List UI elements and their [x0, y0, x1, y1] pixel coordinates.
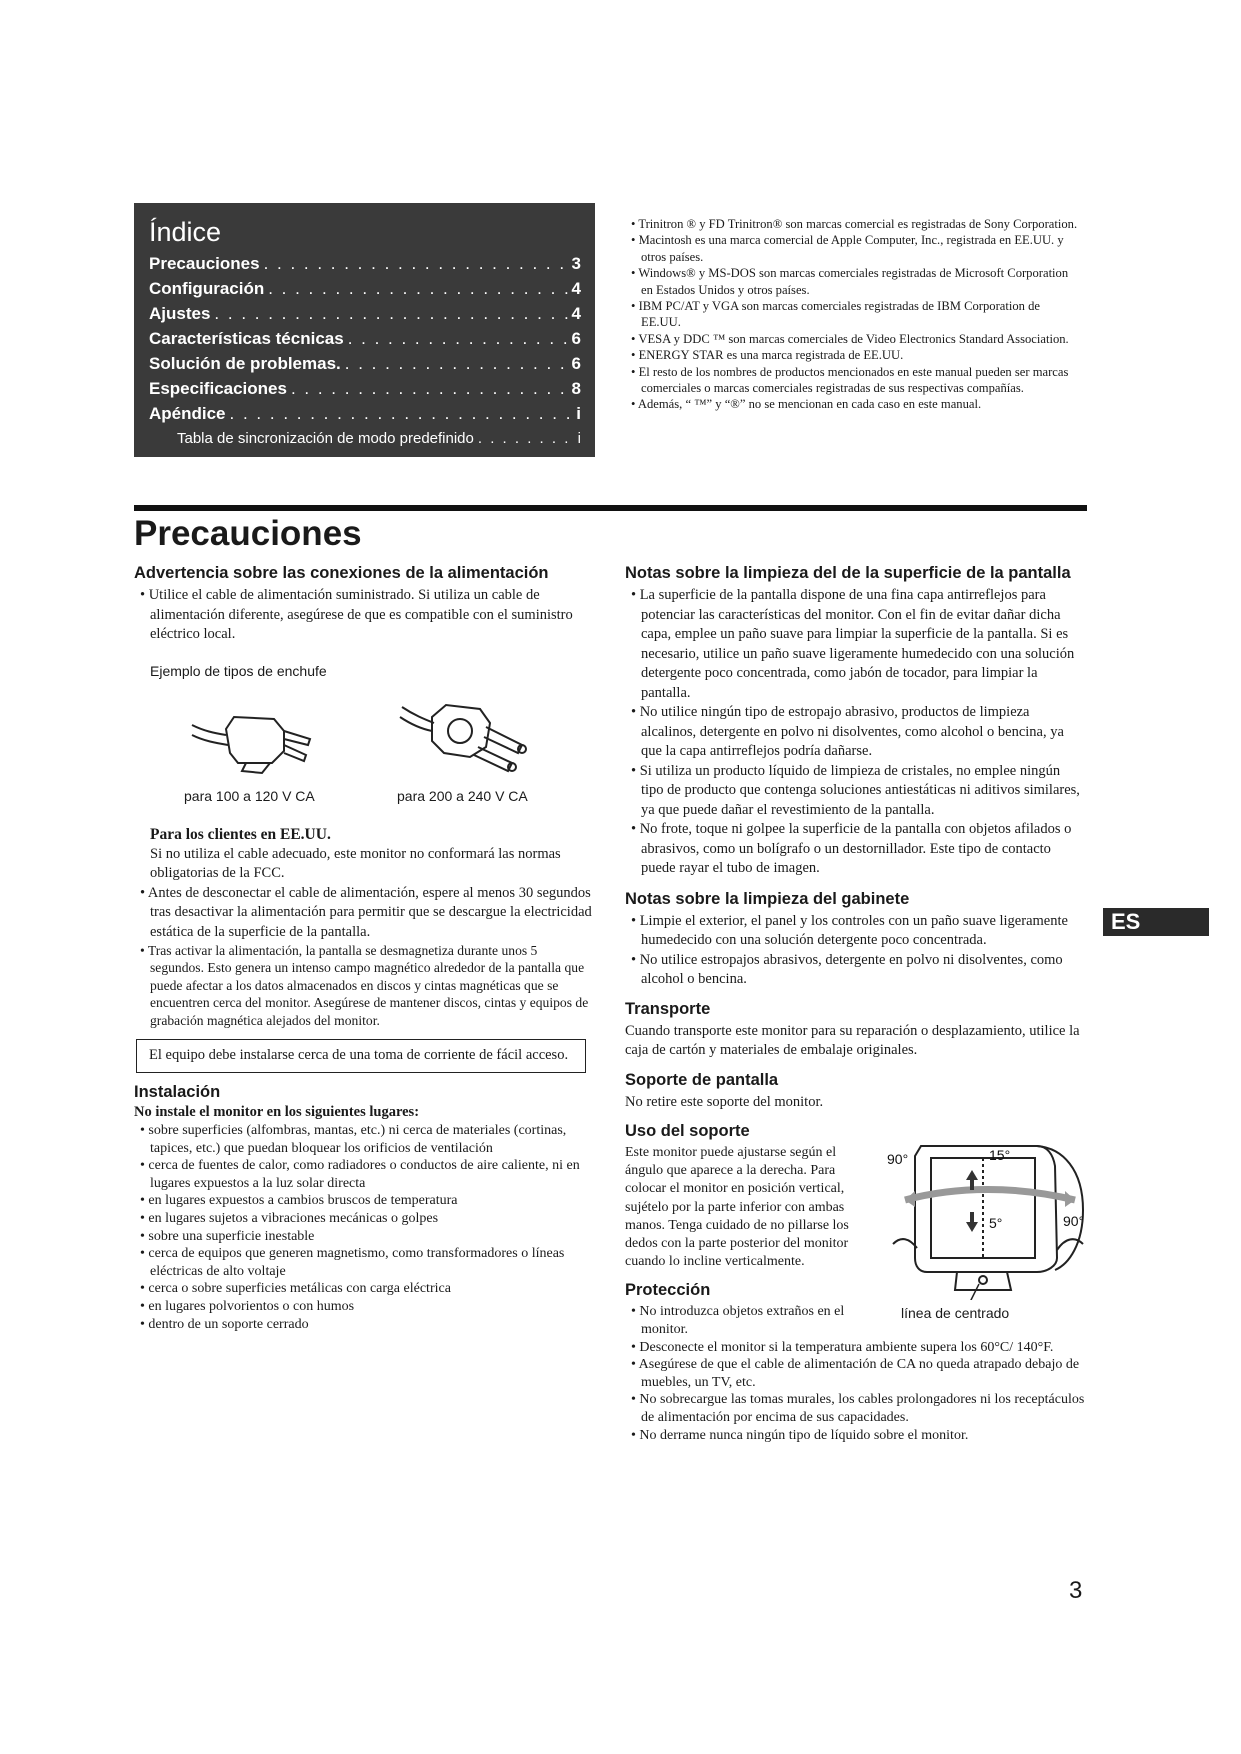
discharge-bullet: • Antes de desconectar el cable de alimentación, espere al menos 30 segundos tras desactivar la alimentación para permitir que se descargue la electricidad estática de la superficie de la pantalla.	[134, 884, 592, 943]
install-notice-box	[136, 1039, 586, 1073]
plug-label-120v: para 100 a 120 V CA	[184, 788, 315, 804]
trademark-note: • El resto de los nombres de productos mencionados en este manual pueden ser marcas comerciales o marcas comerciales registradas de sus respectivas compañías.	[624, 364, 1079, 397]
tilt-up-label: 15°	[989, 1147, 1011, 1163]
toc-sub-entry[interactable]	[149, 426, 581, 452]
toc-entry-label: Solución de problemas.	[149, 354, 341, 373]
protection-heading: Protección	[625, 1281, 711, 1300]
protection-bullet: • Desconecte el monitor si la temperatura ambiente supera los 60°C/ 140°F.	[625, 1339, 1085, 1357]
toc-leader-dots	[478, 426, 574, 452]
protection-bullet: • No derrame nunca ningún tipo de líquido sobre el monitor.	[625, 1427, 1085, 1445]
toc-leader-dots	[291, 376, 568, 401]
protection-list	[625, 1303, 1085, 1444]
toc-entry-page: 4	[571, 304, 581, 323]
toc-entry-label: Tabla de sincronización de modo predefinido	[177, 430, 474, 447]
install-bullet: • en lugares polvorientos o con humos	[134, 1298, 592, 1316]
protection-bullet: • Asegúrese de que el cable de alimentación de CA no queda atrapado debajo de muebles, un TV, etc.	[625, 1356, 1085, 1391]
transport-text: Cuando transporte este monitor para su reparación o desplazamiento, utilice la caja de cartón y materiales de embalaje originales.	[625, 1022, 1080, 1058]
toc-entry-label: Especificaciones	[149, 379, 287, 398]
screen-bullet: • No frote, toque ni golpee la superficie de la pantalla con objetos afilados o abrasivos, como un bolígrafo o un destornillador. Este tipo de contacto puede rayar el tubo de imagen.	[625, 820, 1085, 879]
toc-entry[interactable]	[149, 276, 581, 301]
swivel-left-label: 90°	[887, 1151, 909, 1167]
screen-bullet: • No utilice ningún tipo de estropajo abrasivo, productos de limpieza alcalinos, detergente en polvo ni disolventes, como alcohol o bencina, ya que la capa antirreflejos podría dañarse.	[625, 703, 1085, 762]
toc-leader-dots	[264, 251, 568, 276]
install-bullet: • cerca de fuentes de calor, como radiadores o conductos de aire caliente, ni en lugares expuestos a la luz solar directa	[134, 1157, 592, 1192]
trademark-note: • Además, “ ™” y “®” no se mencionan en cada caso en este manual.	[624, 396, 1079, 412]
protection-bullet: • No sobrecargue las tomas murales, los cables prolongadores ni los receptáculos de alimentación por encima de sus capacidades.	[625, 1391, 1085, 1426]
toc-entry-label: Precauciones	[149, 254, 260, 273]
stand-text: No retire este soporte del monitor.	[625, 1093, 824, 1110]
toc-entry-label: Características técnicas	[149, 329, 344, 348]
section-title: Precauciones	[134, 514, 362, 553]
plug-caption: Ejemplo de tipos de enchufe	[150, 662, 327, 679]
toc-leader-dots	[230, 401, 573, 426]
toc-entry[interactable]	[149, 401, 581, 426]
toc-entry-page: i	[576, 404, 581, 423]
usa-text: Si no utiliza el cable adecuado, este monitor no conformará las normas obligatorias de la FCC.	[150, 845, 561, 881]
toc-entry-page: 8	[571, 379, 581, 398]
toc-entry-page: 6	[571, 354, 581, 373]
page-number: 3	[1069, 1577, 1083, 1604]
cabinet-cleaning-heading: Notas sobre la limpieza del gabinete	[625, 889, 910, 908]
install-bullet: • cerca de equipos que generen magnetismo, como transformadores o líneas eléctricas de alto voltaje	[134, 1245, 592, 1280]
install-notice-text: El equipo debe instalarse cerca de una toma de corriente de fácil acceso.	[149, 1047, 569, 1064]
toc-entry[interactable]	[149, 376, 581, 401]
toc-entry-page: 6	[571, 329, 581, 348]
toc-entry-page: i	[577, 430, 581, 447]
trademark-note: • Trinitron ® y FD Trinitron® son marcas comercial es registradas de Sony Corporation.	[624, 216, 1079, 232]
toc-leader-dots	[268, 276, 567, 301]
trademark-note: • VESA y DDC ™ son marcas comerciales de Video Electronics Standard Association.	[624, 331, 1079, 347]
install-bullet: • sobre superficies (alfombras, mantas, etc.) ni cerca de materiales (cortinas, tapices, etc.) que puedan bloquear los orificios de ventilación	[134, 1122, 592, 1157]
toc-leader-dots	[348, 326, 568, 351]
toc-entry[interactable]	[149, 301, 581, 326]
trademark-notes	[624, 216, 1079, 413]
trademark-note: • Macintosh es una marca comercial de Apple Computer, Inc., registrada en EE.UU. y otros países.	[624, 232, 1079, 265]
install-heading: Instalación	[134, 1082, 221, 1101]
swivel-right-label: 90°	[1063, 1213, 1085, 1229]
transport-heading: Transporte	[625, 999, 711, 1018]
cabinet-bullet: • No utilice estropajos abrasivos, detergente en polvo ni disolventes, como alcohol o bencina.	[625, 951, 1085, 990]
centering-line-caption: línea de centrado	[901, 1305, 1010, 1321]
language-tab-badge: ES	[1103, 908, 1209, 936]
toc-entry-page: 3	[571, 254, 581, 273]
use-stand-heading: Uso del soporte	[625, 1122, 750, 1140]
install-list	[134, 1122, 592, 1333]
toc-entry[interactable]	[149, 251, 581, 276]
cabinet-bullet: • Limpie el exterior, el panel y los controles con un paño suave ligeramente humedecido con una solución detergente poco concentrada.	[625, 912, 1085, 951]
toc-entry[interactable]	[149, 351, 581, 376]
screen-bullet: • Si utiliza un producto líquido de limpieza de cristales, no emplee ningún tipo de producto que contenga soluciones antiestáticas ni aditivos similares, ya que puede dañar el revestimiento de la pantalla.	[625, 762, 1085, 821]
install-bullet: • en lugares sujetos a vibraciones mecánicas o golpes	[134, 1210, 592, 1228]
usa-heading: Para los clientes en EE.UU.	[150, 826, 331, 843]
monitor-tilt-swivel-icon	[887, 1140, 1087, 1300]
right-column	[625, 562, 1085, 1444]
trademark-note: • IBM PC/AT y VGA son marcas comerciales registradas de IBM Corporation de EE.UU.	[624, 298, 1079, 331]
install-bullet: • cerca o sobre superficies metálicas con carga eléctrica	[134, 1280, 592, 1298]
toc-leader-dots	[214, 301, 567, 326]
plug-label-240v: para 200 a 240 V CA	[397, 788, 528, 804]
tilt-down-label: 5°	[989, 1215, 1003, 1231]
plug-types-figure	[134, 687, 592, 805]
trademark-note: • ENERGY STAR es una marca registrada de EE.UU.	[624, 347, 1079, 363]
toc-entry-label: Configuración	[149, 279, 265, 298]
install-subheading: No instale el monitor en los siguientes lugares:	[134, 1103, 420, 1120]
install-bullet: • dentro de un soporte cerrado	[134, 1316, 592, 1334]
power-bullet: • Utilice el cable de alimentación suministrado. Si utiliza un cable de alimentación diferente, asegúrese de que es compatible con el suministro eléctrico local.	[134, 586, 592, 645]
toc-entry-label: Apéndice	[149, 404, 226, 423]
toc-title: Índice	[149, 217, 222, 247]
toc-leader-dots	[345, 351, 568, 376]
toc-entry-page: 4	[571, 279, 581, 298]
use-stand-text: Este monitor puede ajustarse según el ángulo que aparece a la derecha. Para colocar el monitor en posición vertical, sujételo por la parte inferior con ambas manos. Tenga cuidado de no pillarse los dedos con la parte posterior del monitor cuando lo incline verticalmente.	[625, 1145, 849, 1270]
degauss-bullet: • Tras activar la alimentación, la pantalla se desmagnetiza durante unos 5 segundos. Esto genera un intenso campo magnético alrededor de la pantalla que puede afectar a los datos almacenados en discos y cintas magnéticas que se encuentren cerca del monitor. Asegúrese de mantener discos, cintas y equipos de grabación magnética alejados del monitor.	[134, 942, 592, 1029]
trademark-note: • Windows® y MS-DOS son marcas comerciales registradas de Microsoft Corporation en Estados Unidos y otros países.	[624, 265, 1079, 298]
toc-entry[interactable]	[149, 326, 581, 351]
protection-bullet: • No introduzca objetos extraños en el monitor.	[625, 1303, 1085, 1338]
power-heading: Advertencia sobre las conexiones de la alimentación	[134, 564, 549, 582]
install-bullet: • en lugares expuestos a cambios bruscos de temperatura	[134, 1192, 592, 1210]
table-of-contents	[134, 203, 595, 457]
install-bullet: • sobre una superficie inestable	[134, 1228, 592, 1246]
plug-illustration-icon	[134, 687, 592, 787]
left-column	[134, 562, 592, 1333]
screen-cleaning-heading: Notas sobre la limpieza del de la superficie de la pantalla	[625, 564, 1071, 582]
screen-bullet: • La superficie de la pantalla dispone de una fina capa antirreflejos para potenciar las características del monitor. Con el fin de evitar dañar dicha capa, emplee un paño suave para limpiar la superficie de la pantalla. Si es necesario, utilice un paño suave ligeramente humedecido con una solución detergente poco concentrada, como jabón de tocador, para limpiar la pantalla.	[625, 586, 1085, 703]
stand-heading: Soporte de pantalla	[625, 1070, 779, 1089]
toc-entry-label: Ajustes	[149, 304, 211, 323]
